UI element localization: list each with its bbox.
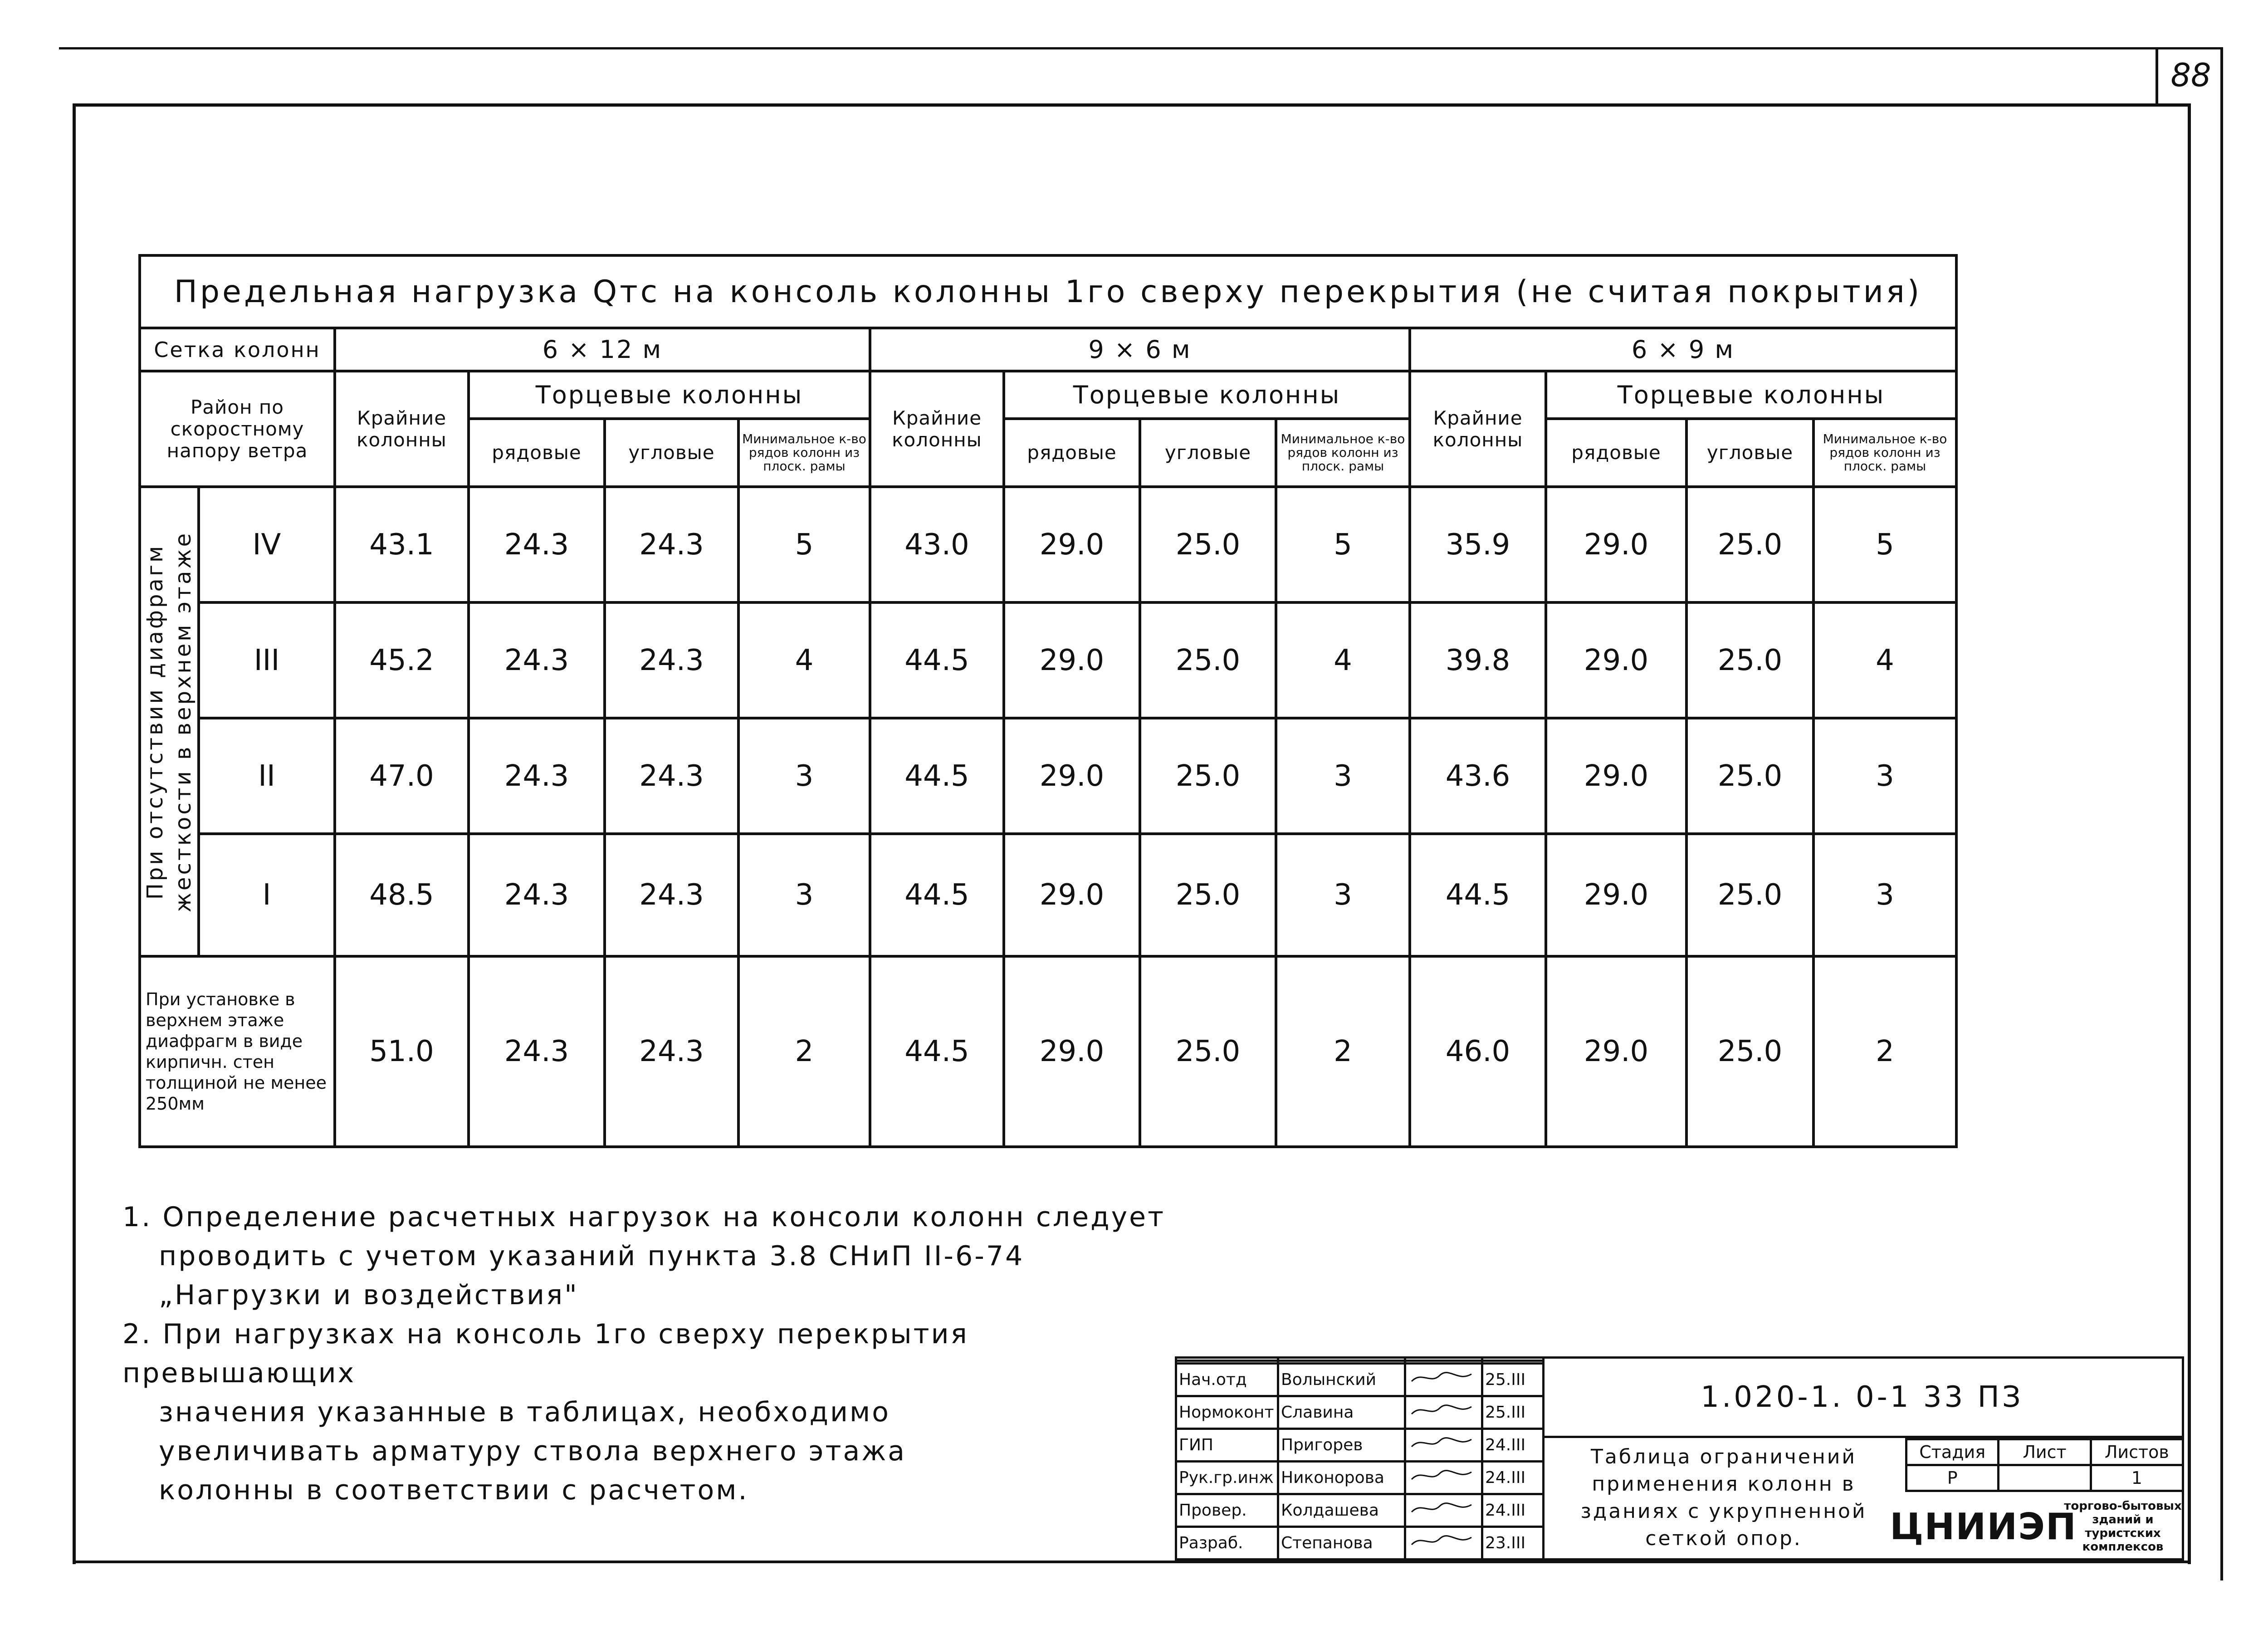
value-cell: 46.0 (1410, 956, 1546, 1147)
signature-row (1176, 1462, 1544, 1494)
value-cell: 44.5 (870, 834, 1004, 956)
signature-row (1176, 1429, 1544, 1462)
value-cell: 4 (1813, 602, 1956, 718)
signature-name: Пригорев (1278, 1429, 1405, 1462)
no-diaphragm-line-2: жесткости в верхнем этаже (171, 531, 196, 912)
value-cell: 29.0 (1004, 956, 1140, 1147)
note-line: колонны в соответствии с расчетом. (159, 1474, 749, 1506)
note-line: 1. Определение расчетных нагрузок на консоли колонн следует (122, 1201, 1166, 1233)
diaphragm-installed-label: При установке в верхнем этаже диафрагм в виде кирпичн. стен толщиной не менее 250мм (140, 956, 335, 1147)
value-cell: 25.0 (1686, 602, 1813, 718)
value-cell: 24.3 (469, 834, 605, 956)
signature-row (1176, 1527, 1544, 1560)
value-cell: 24.3 (605, 956, 738, 1147)
value-cell: 43.0 (870, 487, 1004, 602)
signature-date: 24.III (1482, 1494, 1544, 1527)
signature-date: 23.III (1482, 1527, 1544, 1560)
no-diaphragm-label (140, 487, 199, 956)
value-cell: 24.3 (605, 487, 738, 602)
document-description: Таблица ограничений применения колонн в зданиях с укрупненной сеткой опор. (1580, 1445, 1867, 1550)
value-cell: 29.0 (1546, 956, 1686, 1147)
district-cell: III (199, 602, 335, 718)
value-cell: 3 (1813, 834, 1956, 956)
corner-columns-header: угловые (605, 419, 738, 487)
value-cell: 29.0 (1546, 718, 1686, 834)
value-cell: 45.2 (335, 602, 469, 718)
value-cell: 44.5 (870, 602, 1004, 718)
signature-role: Провер. (1176, 1494, 1278, 1527)
signature-date: 24.III (1482, 1462, 1544, 1494)
value-cell: 4 (1276, 602, 1410, 718)
outer-columns-header-3: Крайние колонны (1410, 371, 1546, 487)
end-columns-header-1: Торцевые колонны (469, 371, 870, 419)
grid-label: Сетка колонн (140, 328, 335, 371)
value-cell: 3 (1276, 718, 1410, 834)
value-cell: 43.6 (1410, 718, 1546, 834)
no-diaphragm-line-1: При отсутствии диафрагм (142, 543, 168, 900)
organization-name: ЦНИИЭП (1890, 1505, 2077, 1548)
value-cell: 44.5 (870, 718, 1004, 834)
signature-row (1176, 1364, 1544, 1396)
title-block (1175, 1356, 2184, 1561)
value-cell: 25.0 (1140, 602, 1276, 718)
value-cell: 25.0 (1686, 956, 1813, 1147)
signature-role: Разраб. (1176, 1527, 1278, 1560)
table-title: Предельная нагрузка Qтс на консоль колонны 1го сверху перекрытия (не считая покрытия) (140, 255, 1956, 328)
load-limit-table (138, 254, 1955, 1145)
value-cell: 24.3 (469, 602, 605, 718)
value-cell: 25.0 (1140, 487, 1276, 602)
note-line: 2. При нагрузках на консоль 1го сверху перекрытия превышающих (122, 1318, 969, 1389)
outer-columns-header-2: Крайние колонны (870, 371, 1004, 487)
signature-date: 25.III (1482, 1364, 1544, 1396)
district-cell: I (199, 834, 335, 956)
value-cell: 48.5 (335, 834, 469, 956)
value-cell: 24.3 (605, 602, 738, 718)
value-cell: 5 (1813, 487, 1956, 602)
value-cell: 4 (738, 602, 870, 718)
value-cell: 39.8 (1410, 602, 1546, 718)
note-line: увеличивать арматуру ствола верхнего этажа (159, 1435, 907, 1467)
signature-name: Степанова (1278, 1527, 1405, 1560)
corner-columns-header: угловые (1686, 419, 1813, 487)
value-cell: 25.0 (1140, 834, 1276, 956)
district-cell: IV (199, 487, 335, 602)
signature-date: 25.III (1482, 1396, 1544, 1429)
sheet-top-line (59, 47, 2223, 49)
signature-row (1176, 1494, 1544, 1527)
value-cell: 24.3 (469, 956, 605, 1147)
note-line: значения указанные в таблицах, необходимо (159, 1396, 890, 1428)
signature-mark (1405, 1462, 1482, 1494)
sheets-value: 1 (2091, 1465, 2183, 1491)
value-cell: 24.3 (605, 834, 738, 956)
value-cell: 25.0 (1140, 956, 1276, 1147)
district-label: Район по скоростному напору ветра (140, 371, 335, 487)
sheet-right-line (2220, 47, 2223, 1580)
district-cell: II (199, 718, 335, 834)
value-cell: 3 (1276, 834, 1410, 956)
organization-type: торгово-бытовых зданий и туристских комплексов (2064, 1499, 2182, 1554)
signature-role: Нормоконт (1176, 1396, 1278, 1429)
row-columns-header: рядовые (1004, 419, 1140, 487)
value-cell: 25.0 (1686, 487, 1813, 602)
signature-mark (1405, 1364, 1482, 1396)
stage-label: Стадия (1906, 1439, 1999, 1465)
signature-role: Рук.гр.инж (1176, 1462, 1278, 1494)
signature-role: ГИП (1176, 1429, 1278, 1462)
grid-header-2: 9 × 6 м (870, 328, 1410, 371)
value-cell: 29.0 (1546, 834, 1686, 956)
end-columns-header-2: Торцевые колонны (1004, 371, 1410, 419)
signature-name: Славина (1278, 1396, 1405, 1429)
signature-mark (1405, 1494, 1482, 1527)
value-cell: 51.0 (335, 956, 469, 1147)
value-cell: 29.0 (1004, 718, 1140, 834)
value-cell: 44.5 (1410, 834, 1546, 956)
signature-name: Колдашева (1278, 1494, 1405, 1527)
grid-header-1: 6 × 12 м (335, 328, 870, 371)
signature-row (1176, 1396, 1544, 1429)
min-rows-header: Минимальное к-во рядов колонн из плоск. рамы (738, 419, 870, 487)
value-cell: 3 (738, 718, 870, 834)
row-columns-header: рядовые (469, 419, 605, 487)
note-line: проводить с учетом указаний пункта 3.8 СНиП II-6-74 (159, 1240, 1025, 1272)
value-cell: 25.0 (1686, 718, 1813, 834)
value-cell: 2 (1276, 956, 1410, 1147)
signature-mark (1405, 1527, 1482, 1560)
notes (122, 1198, 1166, 1510)
signature-mark (1405, 1429, 1482, 1462)
document-code: 1.020-1. 0-1 33 ПЗ (1542, 1359, 2182, 1438)
value-cell: 24.3 (469, 487, 605, 602)
sheets-label: Листов (2091, 1439, 2183, 1465)
value-cell: 3 (1813, 718, 1956, 834)
value-cell: 29.0 (1546, 487, 1686, 602)
value-cell: 29.0 (1546, 602, 1686, 718)
value-cell: 29.0 (1004, 487, 1140, 602)
page-number: 88 (2156, 47, 2224, 103)
note-line: „Нагрузки и воздействия" (159, 1279, 579, 1311)
corner-columns-header: угловые (1140, 419, 1276, 487)
signature-name: Никонорова (1278, 1462, 1405, 1494)
sheet-label: Лист (1999, 1439, 2091, 1465)
value-cell: 25.0 (1686, 834, 1813, 956)
stage-value: Р (1906, 1465, 1999, 1491)
value-cell: 43.1 (335, 487, 469, 602)
value-cell: 3 (738, 834, 870, 956)
signature-date: 24.III (1482, 1429, 1544, 1462)
signature-role: Нач.отд (1176, 1364, 1278, 1396)
value-cell: 5 (1276, 487, 1410, 602)
sheet-value (1999, 1465, 2091, 1491)
value-cell: 44.5 (870, 956, 1004, 1147)
signature-name: Волынский (1278, 1364, 1405, 1396)
value-cell: 47.0 (335, 718, 469, 834)
outer-columns-header-1: Крайние колонны (335, 371, 469, 487)
signature-table (1175, 1356, 1542, 1561)
end-columns-header-3: Торцевые колонны (1546, 371, 1956, 419)
grid-header-3: 6 × 9 м (1410, 328, 1956, 371)
value-cell: 5 (738, 487, 870, 602)
value-cell: 24.3 (605, 718, 738, 834)
min-rows-header: Минимальное к-во рядов колонн из плоск. рамы (1276, 419, 1410, 487)
value-cell: 29.0 (1004, 834, 1140, 956)
value-cell: 2 (1813, 956, 1956, 1147)
value-cell: 2 (738, 956, 870, 1147)
value-cell: 29.0 (1004, 602, 1140, 718)
row-columns-header: рядовые (1546, 419, 1686, 487)
title-block-right (1542, 1356, 2184, 1561)
value-cell: 25.0 (1140, 718, 1276, 834)
value-cell: 24.3 (469, 718, 605, 834)
min-rows-header: Минимальное к-во рядов колонн из плоск. рамы (1813, 419, 1956, 487)
value-cell: 35.9 (1410, 487, 1546, 602)
signature-mark (1405, 1396, 1482, 1429)
